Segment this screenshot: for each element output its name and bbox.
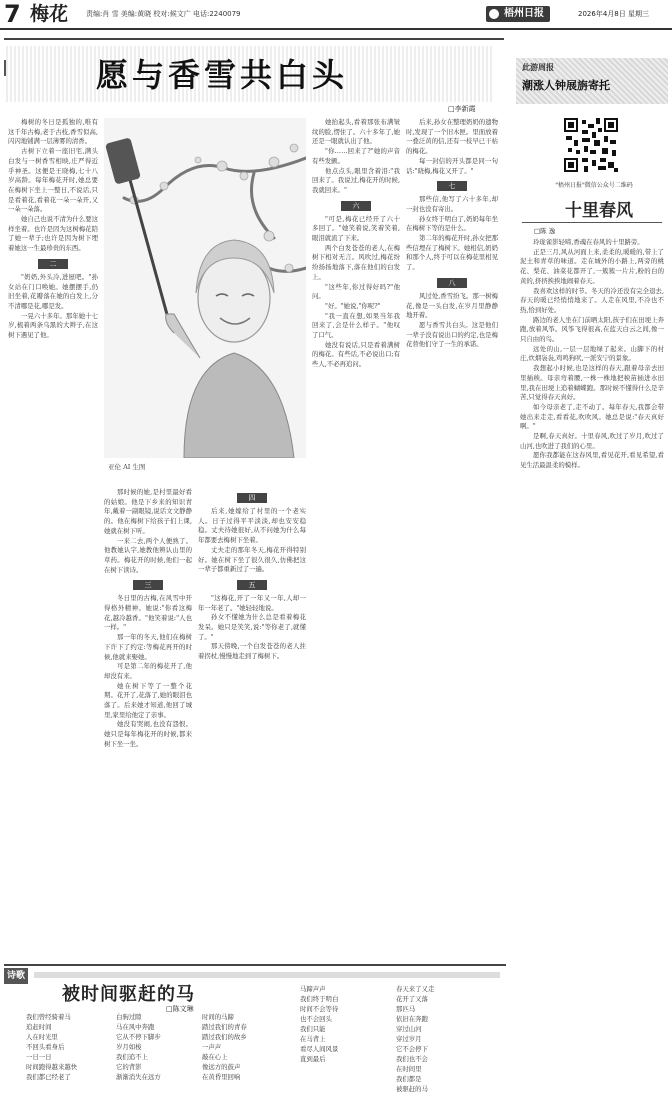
paragraph: 孙女不懂她为什么总是看着梅花发呆。她只是笑笑,说:"等你老了,就懂了。"	[198, 613, 306, 641]
decorative-bar	[34, 972, 500, 978]
poem-line: 渐渐消失在远方	[116, 1073, 161, 1081]
elderly-woman-selfie-illustration	[104, 118, 306, 458]
paragraph: 他点点头,眼里含着泪:"我回来了。我说过,梅花开的时候,我就回来。"	[312, 166, 400, 194]
qr-code-icon[interactable]	[562, 116, 620, 174]
section-mark: 五	[237, 580, 267, 590]
newspaper-logo	[486, 6, 550, 22]
paragraph: 愿你我都能在这春风里,看见花开,看见希望,看见生活最温柔的模样。	[520, 451, 664, 470]
poem-line: 一日一日	[26, 1053, 52, 1061]
poem-line: 我们追不上	[116, 1053, 148, 1061]
paragraph: 愿与香雪共白头。这是他们一辈子没有说出口的约定,也是梅花替他们守了一生的承诺。	[406, 320, 498, 349]
story-column-3	[198, 488, 306, 956]
poem-column-2	[116, 1012, 190, 1082]
paragraph: 玲珑雀影轻啼,香魂在春风的十里路旁。	[533, 238, 644, 246]
poem-line: 我们都是	[396, 1075, 422, 1083]
story-column-4	[312, 118, 400, 956]
paragraph: 远处的山,一层一层地绿了起来。山脚下的村庄,炊烟袅袅,鸡鸣狗吠,一派安宁的景象。	[520, 344, 664, 363]
poem-line: 它不会停下	[396, 1045, 428, 1053]
poem-line: 它从不停下脚步	[116, 1033, 161, 1041]
poem-line: 我们都已经老了	[26, 1073, 71, 1081]
poem-line: 春天来了又走	[396, 985, 435, 993]
poem-line: 追赶时间	[26, 1023, 52, 1031]
paragraph: 我想起小时候,也是这样的春天,跟着母亲去田里插秧。母亲弯着腰,一株一株地把秧苗插进水田里,我在田埂上追着蝴蝶跑。那时候不懂得什么是辛苦,只觉得春天真好。	[520, 364, 664, 402]
paragraph: 路边的老人坐在门前晒太阳,孩子们在田埂上奔跑,放着风筝。风筝飞得很高,在蓝天白云之间,像一只自由的鸟。	[520, 315, 664, 344]
poem-line: 岁月如梭	[116, 1043, 142, 1051]
logo-text: 梧州日报	[504, 8, 544, 19]
paragraph: 后来,孙女在整理奶奶的遗物时,发现了一个旧木匣。里面放着一叠泛黄的信,还有一枝早已干枯的梅花。	[406, 118, 498, 156]
poem-line: 时间的马蹄	[202, 1013, 234, 1021]
paragraph: 梅树的冬日是孤独的,唯有这千年古梅,老于古枝,香雪似高,闪闪地铺满一层薄雾的清香。	[8, 118, 98, 146]
paragraph: 她没有哭闹,也没有怨恨。她只是每年梅花开的时候,都来树下坐一坐。	[104, 720, 192, 748]
poem-line: 也不会回头	[300, 1015, 332, 1023]
paragraph: 第二年的梅花开时,孙女把那些信埋在了梅树下。她相信,奶奶和那个人,终于可以在梅花里相见了。	[406, 234, 498, 272]
paragraph: 孙女终于明白了,奶奶每年坐在梅树下等的是什么。	[406, 214, 498, 233]
paragraph: 古树下立着一座旧宅,满头白发与一树香雪相映,庄严得近乎神圣。这便是王晓梅,七十八岁高龄。每年梅花开时,她总要在梅树下坐上一整日,不说话,只是看着花,看着花一朵一朵开,又一朵一朵落。	[8, 147, 98, 214]
story-column-2	[104, 488, 192, 956]
poem-title: 被时间驱赶的马	[62, 984, 195, 1005]
sidebar-divider	[522, 222, 662, 223]
sidebar-banner-text	[522, 62, 610, 93]
paragraph: "我一直在想,如果当年我回来了,会是什么样子。"他叹了口气。	[312, 311, 400, 340]
paragraph: 我喜欢这样的时节。冬天的冷还没有完全退去,春天的暖已经悄悄地来了。人走在风里,不冷也不热,恰到好处。	[520, 286, 664, 314]
poem-line: 踏过我们的故乡	[202, 1033, 247, 1041]
paragraph: 她没有说话,只是看着满树的梅花。有些话,不必说出口;有些人,不必再追问。	[312, 340, 400, 369]
sidebar-title: 十里春风	[565, 201, 633, 221]
poem-line: 我们终于明白	[300, 995, 339, 1003]
section-mark: 七	[437, 181, 467, 191]
paragraph: "这些年,你过得好吗?"他问。	[312, 282, 400, 301]
poem-line: 看尽人间风景	[300, 1045, 339, 1053]
section-mark: 六	[341, 201, 371, 211]
section-mark: 八	[437, 278, 467, 288]
paragraph: 每一封信的开头都是同一句话:"晓梅,梅花又开了。"	[406, 156, 498, 175]
poem-line: 时间不会等待	[300, 1005, 339, 1013]
poem-column-1	[26, 1012, 100, 1082]
poem-line: 我们也不会	[396, 1055, 428, 1063]
paragraph: 那时候的她,是村里最好看的姑娘。他是下乡来的知识青年,戴着一副眼镜,说话文文静静的。他在梅树下给孩子们上课,她就在树下听。	[104, 488, 192, 535]
paragraph: 那天傍晚,一个白发苍苍的老人拄着拐杖,慢慢地走到了梅树下。	[198, 642, 306, 661]
paragraph: 两个白发苍苍的老人,在梅树下相对无言。风吹过,梅花纷纷扬扬地落下,落在他们的白发上。	[312, 243, 400, 281]
issue-date: 2026年4月8日 星期三	[578, 10, 649, 18]
page-name: 梅花	[30, 3, 69, 25]
poem-column-3	[202, 1012, 276, 1082]
paragraph: 一晃六十多年。那年她十七岁,梳着两条乌黑的大辫子,在这树下遇见了他。	[8, 311, 98, 340]
story-column-5	[406, 118, 498, 956]
paragraph: 一来二去,两个人便熟了。他教她认字,她教他辨认山里的草药。梅花开的时候,他们一起在树下读诗。	[104, 536, 192, 574]
poem-line: 时间跑得越来越快	[26, 1063, 78, 1071]
poem-line: 直到最后	[300, 1055, 326, 1063]
poem-line: 踏过我们的青春	[202, 1023, 247, 1031]
poem-line: 马在风中奔跑	[116, 1023, 155, 1031]
poem-author: □陈文琳	[166, 1005, 194, 1013]
section-mark: 二	[38, 259, 68, 269]
section-tag-poem: 诗歌	[4, 968, 28, 984]
poem-line: 白驹过隙	[116, 1013, 142, 1021]
poem-line: 在黄昏里回响	[202, 1073, 241, 1081]
poem-line: 被驱赶的马	[396, 1085, 428, 1093]
poem-line: 一声声	[202, 1043, 222, 1051]
paragraph: 冬日里的古梅,在风雪中开得格外精神。她说:"你看这梅花,越冷越香。"他笑着说:"人也一样。"	[104, 594, 192, 632]
banner-line-2: 潮涨人钟展旃寄托	[522, 79, 610, 92]
paragraph: "可是,梅花已经开了六十多回了。"她笑着说,笑着笑着,眼泪就流了下来。	[312, 214, 400, 243]
paragraph: 她在树下等了一整个花期。花开了,花落了,她的眼泪也落了。后来她才知道,他回了城里,家里给他定了亲事。	[104, 681, 192, 719]
story-author: □李新霞	[448, 105, 476, 113]
paragraph: 是啊,春天真好。十里春风,吹过了岁月,吹过了山河,也吹进了我们的心里。	[520, 432, 664, 450]
paragraph: 如今母亲老了,走不动了。每年春天,我都会带她出来走走,看看花,吹吹风。她总是说:"春天真好啊。"	[520, 402, 664, 431]
paragraph: "奶奶,外头冷,进屋吧。"孙女站在门口唤她。她摆摆手,仍旧坐着,花瓣落在她的白发上,分不清哪是花,哪是发。	[8, 272, 98, 310]
story-title: 愿与香雪共白头	[96, 56, 349, 94]
story-illustration	[104, 118, 306, 458]
paragraph: 可是第二年的梅花开了,他却没有来。	[104, 662, 192, 680]
poem-line: 马蹄声声	[300, 985, 326, 993]
paragraph: 那一年的冬天,他们在梅树下许下了约定:等梅花再开的时候,他就来娶她。	[104, 633, 192, 661]
masthead	[0, 0, 672, 30]
page-number: 7	[4, 0, 21, 28]
paragraph: "这梅花,开了一年又一年,人却一年一年老了。"她轻轻地说。	[198, 593, 306, 612]
paragraph: 她抬起头,看着那张布满皱纹的脸,愣住了。六十多年了,她还是一眼就认出了他。	[312, 118, 400, 146]
poem-line: 它的背影	[116, 1063, 142, 1071]
paragraph: 她自己也说不清为什么要这样坐着。也许是因为这树梅花陪了她一辈子;也许是因为树下埋着她这一生最珍贵的东西。	[8, 215, 98, 253]
sidebar-author: □陈 逸	[534, 227, 556, 235]
sidebar-column	[520, 238, 664, 1096]
poem-line: 敲在心上	[202, 1053, 228, 1061]
paragraph: 那些信,他写了六十多年,却一封也没有寄出。	[406, 195, 498, 213]
paragraph: "你……回来了?"她的声音有些发颤。	[312, 147, 400, 165]
staff-credits: 责编:肖 雪 美编:黄晓 校对:候文广 电话:2240079	[86, 10, 241, 18]
poem-line: 像远方的鼓声	[202, 1063, 241, 1071]
paragraph: "好。"她说,"你呢?"	[325, 301, 381, 310]
paragraph: 风过处,香雪纷飞。那一树梅花,像是一头白发,在岁月里静静地开着。	[406, 291, 498, 320]
poem-line: 穿过山河	[396, 1025, 422, 1033]
banner-line-1: 此游周报	[522, 63, 554, 72]
paragraph: 丈夫走的那年冬天,梅花开得特别好。她在树下坐了很久很久,仿佛把这一辈子都重新过了一遍。	[198, 545, 306, 574]
story-column-1	[8, 118, 98, 956]
paragraph: 正是三月,风从河面上来,柔柔的,暖暖的,带上了泥土和青草的味道。走在城外的小路上,两旁的桃花、梨花、油菜花都开了,一簇簇一片片,粉的白的黄的,挤挤挨挨地闹着春天。	[520, 247, 664, 285]
poem-column-5	[396, 984, 502, 1094]
poem-column-4	[300, 984, 388, 1064]
poem-line: 在马背上	[300, 1035, 326, 1043]
poem-line: 穿过岁月	[396, 1035, 422, 1043]
poem-line: 我们只能	[300, 1025, 326, 1033]
story-column-2-top	[104, 478, 192, 486]
paragraph: 后来,她嫁给了村里的一个老实人。日子过得平平淡淡,却也安安稳稳。丈夫待她很好,从不问她为什么每年都要去梅树下坐着。	[198, 507, 306, 545]
poem-line: 依旧在奔跑	[396, 1015, 428, 1023]
poem-line: 人在时光里	[26, 1033, 58, 1041]
poem-line: 在时间里	[396, 1065, 422, 1073]
poem-line: 那匹马	[396, 1005, 416, 1013]
section-mark: 三	[133, 580, 163, 590]
qr-caption: "梧州日报"微信公众号二维码	[555, 182, 633, 189]
illustration-caption: 亚伦 AI 生图	[108, 463, 146, 471]
section-mark: 四	[237, 493, 267, 503]
poem-line: 我们曾经骑着马	[26, 1013, 71, 1021]
poem-line: 不回头看身后	[26, 1043, 65, 1051]
poem-line: 花开了又落	[396, 995, 428, 1003]
logo-icon	[489, 9, 499, 19]
